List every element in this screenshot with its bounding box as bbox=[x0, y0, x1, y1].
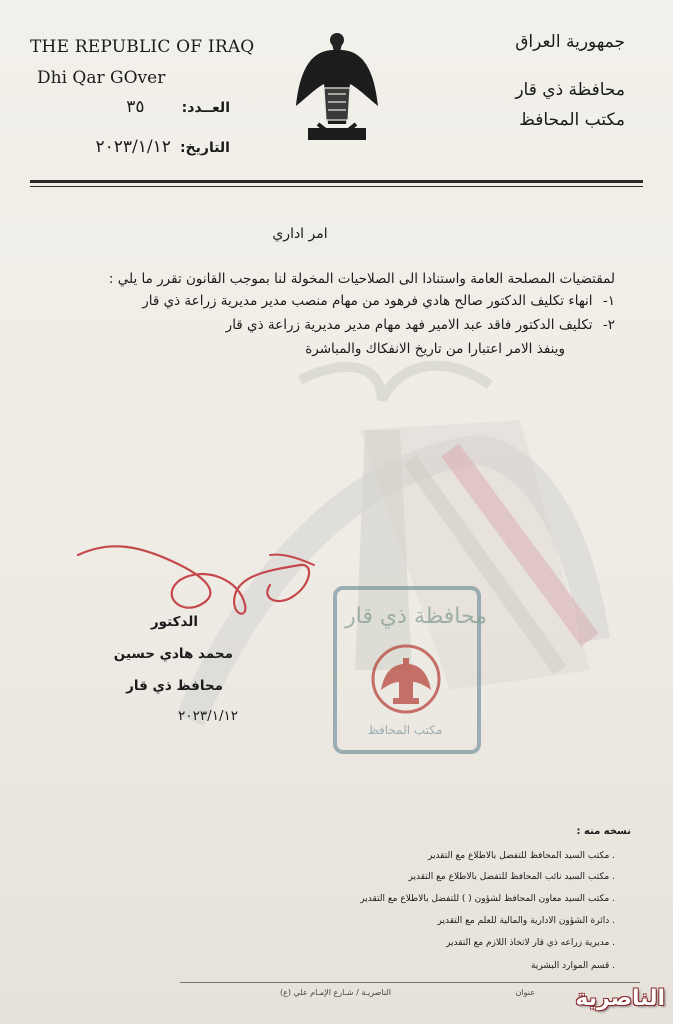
footer-address-label: عنوان bbox=[515, 988, 535, 997]
order-item-1 bbox=[142, 293, 615, 309]
stamp-eagle-icon bbox=[367, 640, 445, 718]
letterhead-english-subtitle: Dhi Qar GOver bbox=[37, 68, 166, 88]
date-label: التاريخ: bbox=[179, 140, 230, 156]
header-rule-thick bbox=[30, 180, 643, 183]
copy-item: . مديرية زراعه ذي قار لاتخاذ اللازم مع التقدير bbox=[446, 938, 615, 948]
order-title: امر اداري bbox=[272, 226, 328, 242]
letterhead-english-title: THE REPUBLIC OF IRAQ bbox=[30, 37, 255, 57]
copy-item: . قسم الموارد البشرية bbox=[530, 961, 615, 971]
order-closing: وينفذ الامر اعتبارا من تاريخ الانفكاك والمباشرة bbox=[305, 341, 565, 357]
order-item-2-text: تكليف الدكتور فاقد عبد الامير فهد مهام مدير مديرية زراعة ذي قار bbox=[225, 317, 593, 333]
stamp-top-text: محافظة ذي قار bbox=[345, 604, 487, 629]
official-stamp bbox=[333, 586, 487, 754]
footer-rule bbox=[180, 982, 640, 983]
number-row bbox=[126, 97, 230, 117]
site-watermark-logo: الناصرية bbox=[575, 986, 665, 1011]
signer-position: محافظ ذي قار bbox=[126, 678, 223, 694]
letterhead-arabic-province: محافظة ذي قار bbox=[515, 80, 625, 100]
number-value: ٣٥ bbox=[126, 97, 145, 117]
copy-item: . مكتب السيد المحافظ للتفضل بالاطلاع مع التقدير bbox=[427, 851, 615, 861]
date-row bbox=[95, 137, 230, 157]
iraq-eagle-emblem bbox=[294, 28, 380, 146]
signer-name: محمد هادي حسين bbox=[113, 646, 233, 662]
letterhead-arabic-office: مكتب المحافظ bbox=[519, 110, 625, 130]
order-item-2 bbox=[226, 317, 615, 333]
order-item-1-text: انهاء تكليف الدكتور صالح هادي فرهود من مهام منصب مدير مديرية زراعة ذي قار bbox=[142, 293, 593, 309]
date-value: ٢٠٢٣/١/١٢ bbox=[95, 137, 171, 157]
signature-date: ٢٠٢٣/١/١٢ bbox=[178, 708, 238, 724]
copy-item: . مكتب السيد معاون المحافظ لشؤون ( ) للتفضل بالاطلاع مع التقدير bbox=[360, 894, 615, 904]
footer-address-value: الناصريـة / شـارع الإمـام علي (ع) bbox=[279, 988, 391, 997]
order-item-1-number: ١- bbox=[602, 293, 615, 309]
order-intro: لمقتضيات المصلحة العامة واستنادا الى الصلاحيات المخولة لنا بموجب القانون تقرر ما يلي : bbox=[108, 271, 615, 287]
stamp-bottom-text: مكتب المحافظ bbox=[367, 723, 443, 737]
number-label: العــدد: bbox=[181, 100, 230, 116]
signer-title: الدكتور bbox=[150, 614, 198, 630]
order-item-2-number: ٢- bbox=[602, 317, 615, 333]
copy-item: . دائرة الشؤون الادارية والمالية للعلم مع التقدير bbox=[437, 916, 615, 926]
header-rule-thin bbox=[30, 186, 643, 187]
letterhead-arabic-country: جمهورية العراق bbox=[515, 32, 625, 52]
copy-item: . مكتب السيد نائب المحافظ للتفضل بالاطلاع مع التقدير bbox=[408, 872, 615, 882]
copies-heading: نسخه منه : bbox=[576, 826, 631, 837]
